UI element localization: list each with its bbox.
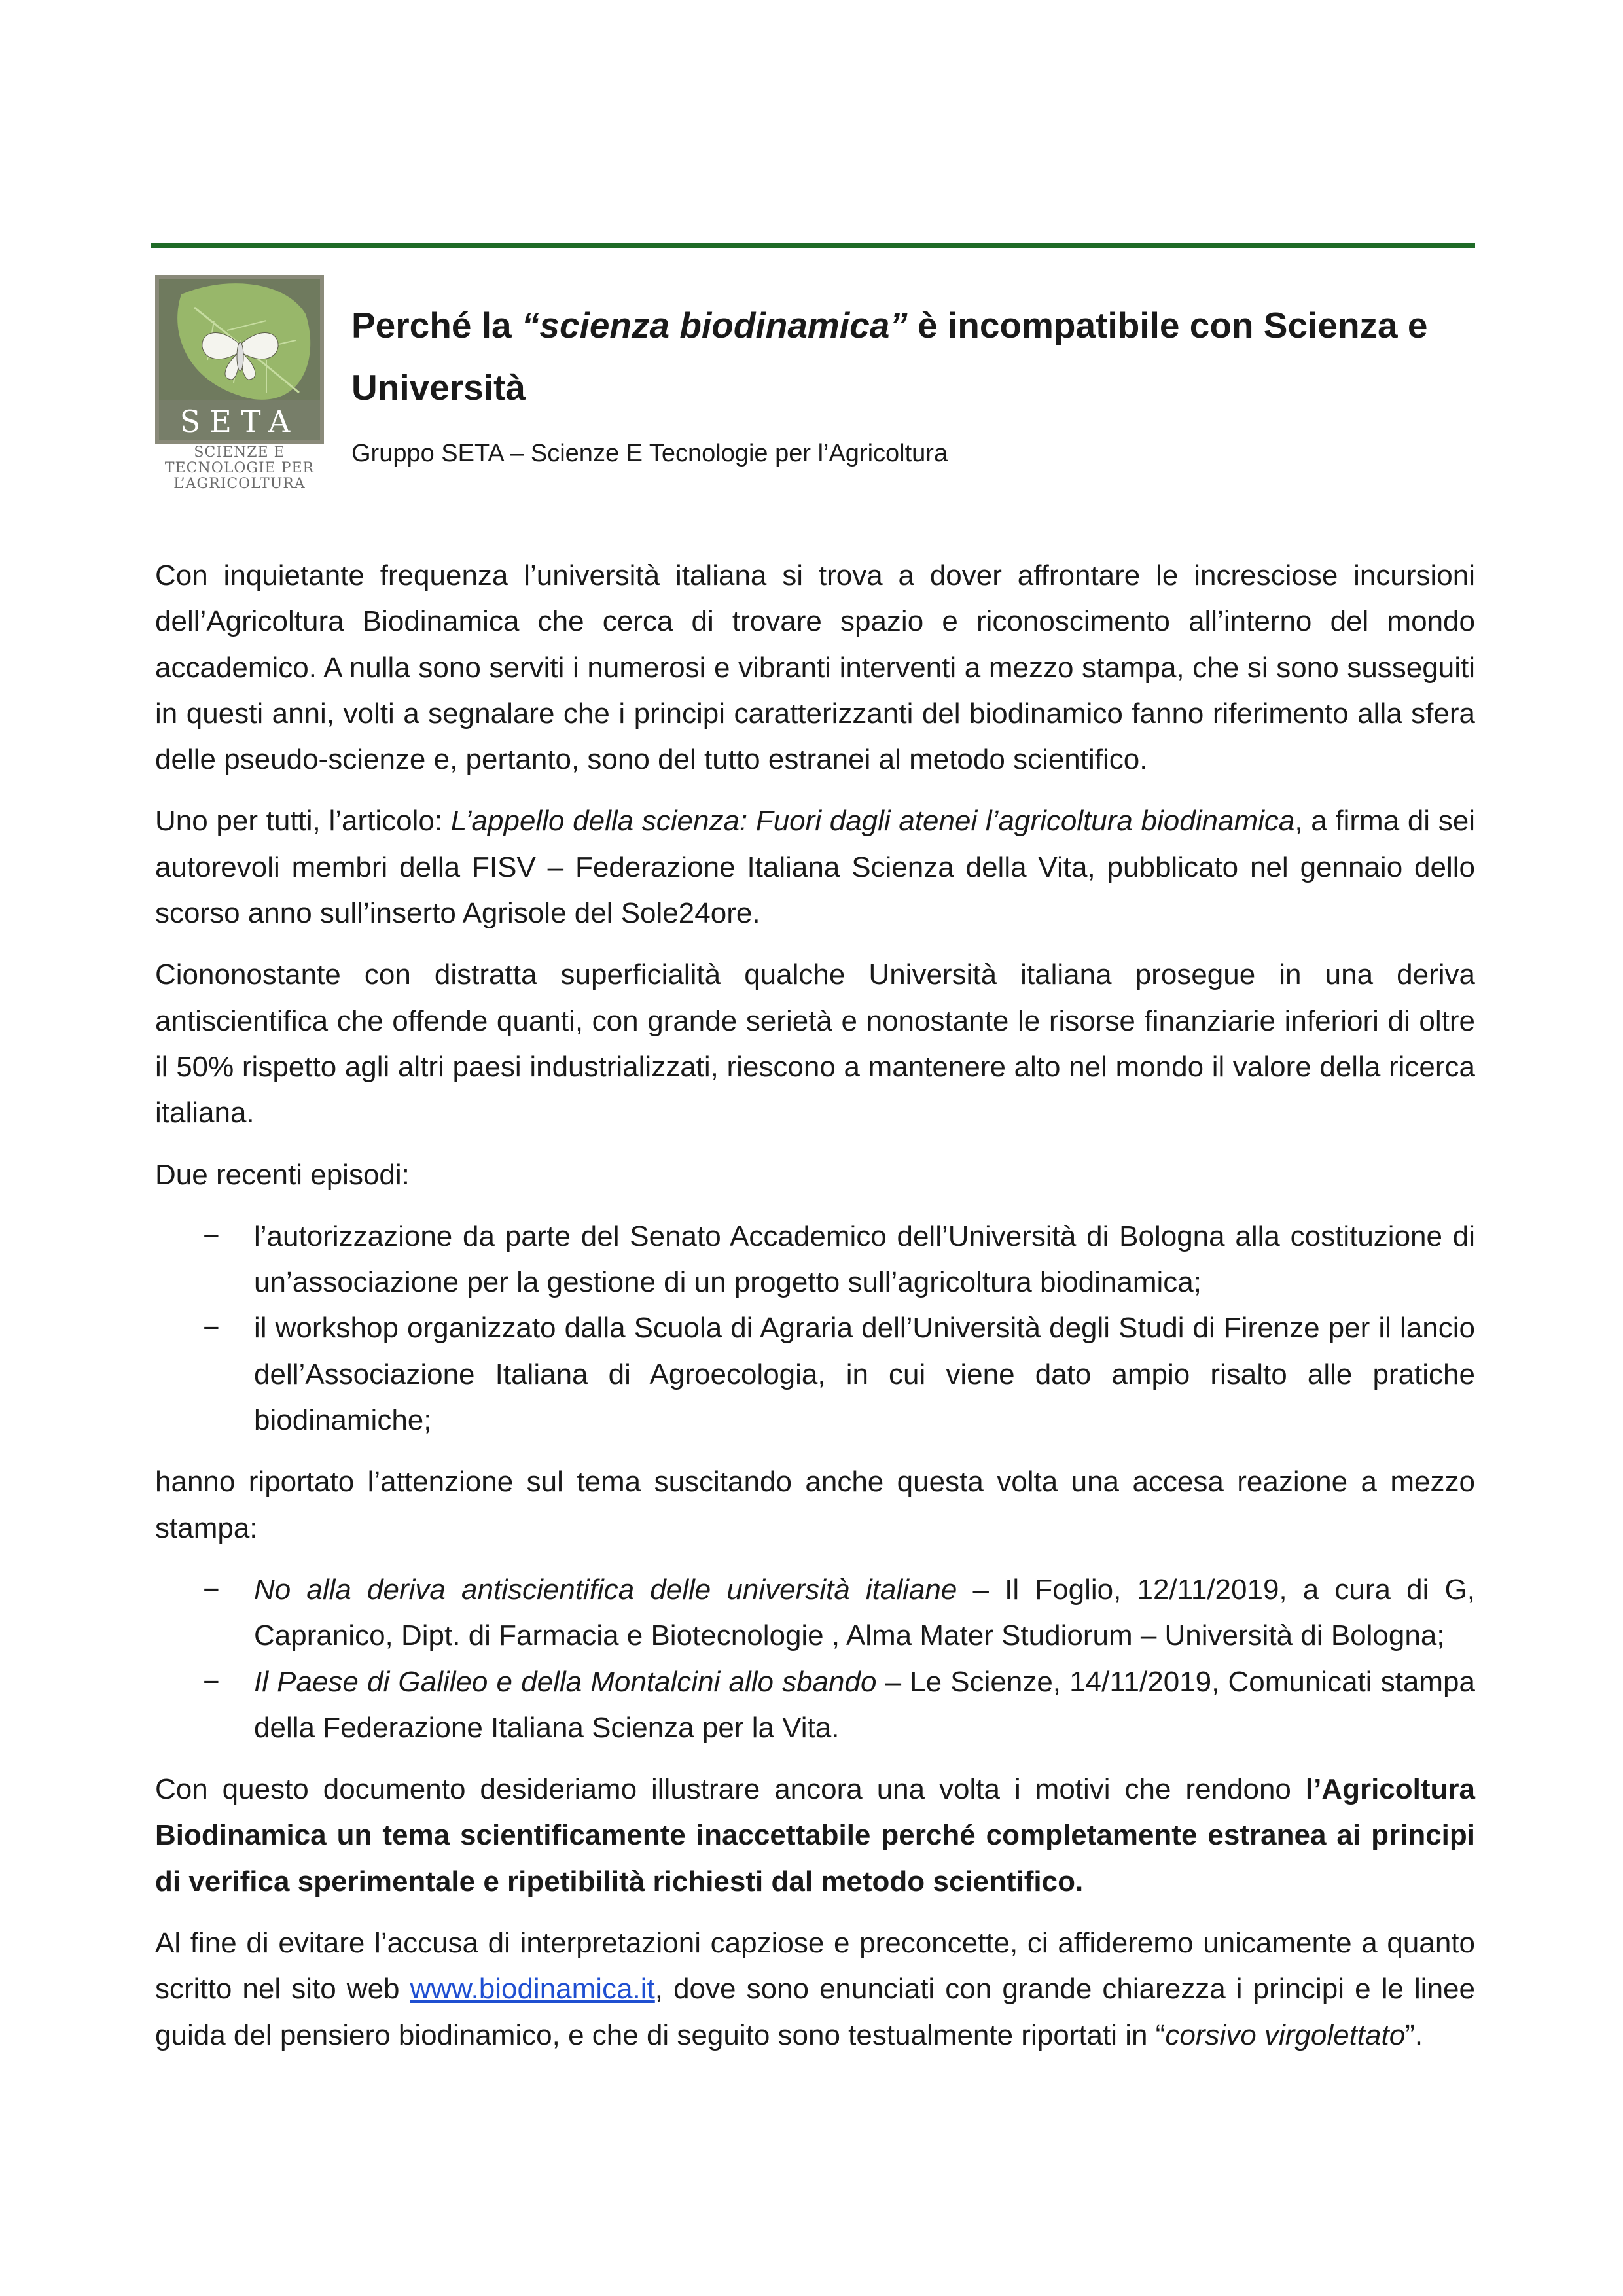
article-title: L’appello della scienza: Fuori dagli atenei l’agricoltura biodinamica [450,805,1295,838]
document-title [351,294,1475,419]
dash-bullet-icon: − [203,1312,220,1345]
paragraph [155,1920,1475,2058]
logo-caption-line: SCIENZE E [194,444,285,461]
title-text: Perché la [351,305,522,345]
list-item [155,1659,1475,1752]
logo-wordmark: SETA [179,404,300,439]
press-list [155,1567,1475,1751]
document-body [155,553,1475,2074]
episodes-list [155,1214,1475,1443]
list-item [155,1305,1475,1443]
dash-bullet-icon: − [203,1573,220,1606]
list-item-text: l’autorizzazione da parte del Senato Accademico dell’Università di Bologna alla costituzione di un’associazione per la gestione di un progetto sull’agricoltura biodinamica; [254,1220,1475,1299]
paragraph: hanno riportato l’attenzione sul tema suscitando anche questa volta una accesa reazione a mezzo stampa: [155,1466,1475,1544]
list-item-text: – Il Foglio, 12/11/2019, a cura di G, Capranico, Dipt. di Farmacia e Biotecnologie , Alma Mater Studiorum – Università di Bologna; [254,1573,1476,1652]
text: , a firma di sei autorevoli membri della FISV – Federazione Italiana Scienza della Vita, pubblicato nel gennaio dello scorso anno sull’inserto Agrisole del Sole24ore. [155,805,1475,930]
list-item-text: il workshop organizzato dalla Scuola di Agraria dell’Università degli Studi di Firenze per il lancio dell’Associazione Italiana di Agroecologia, in cui viene dato ampio risalto alle pratiche biodinamiche; [254,1312,1475,1437]
list-item-text: – Le Scienze, 14/11/2019, Comunicati stampa della Federazione Italiana Scienza per la Vita. [254,1665,1475,1744]
list-item [155,1567,1475,1659]
seta-logo [155,275,324,444]
italic-text: corsivo virgolettato [1165,2019,1406,2051]
press-title: No alla deriva antiscientifica delle università italiane [254,1573,957,1606]
text: ”. [1405,2019,1423,2051]
list-item [155,1214,1475,1306]
text: Uno per tutti, l’articolo: [155,805,451,838]
paragraph: Ciononostante con distratta superficialità qualche Università italiana prosegue in una deriva antiscientifica che offende quanti, con grande serietà e nonostante le risorse finanziarie inferiori di oltre il 50% rispetto agli altri paesi industrializzati, riescono a mantenere alto nel mondo il valore della ricerca italiana. [155,959,1475,1129]
text: Con questo documento desideriamo illustrare ancora una volta i motivi che rendono [155,1773,1306,1806]
paragraph: Due recenti episodi: [155,1158,410,1191]
title-text: è incompatibile con Scienza e Università [351,305,1428,408]
text: Al fine di evitare l’accusa di interpretazioni capziose e preconcette, ci affideremo unicamente a quanto scritto nel sito web [155,1927,1475,2005]
document-subtitle: Gruppo SETA – Scienze E Tecnologie per l’Agricoltura [351,440,948,467]
text: , dove sono enunciati con grande chiarezza i principi e le linee guida del pensiero biodinamico, e che di seguito sono testualmente riportati in “ [155,1973,1475,2051]
title-italic: “scienza biodinamica” [521,305,908,345]
biodinamica-link[interactable]: www.biodinamica.it [410,1973,655,2005]
header-rule [151,243,1475,248]
logo-caption [155,445,324,492]
logo-caption-line: TECNOLOGIE PER [164,460,315,476]
press-title: Il Paese di Galileo e della Montalcini allo sbando [254,1665,877,1698]
paragraph [155,798,1475,936]
bold-statement: l’Agricoltura Biodinamica un tema scientificamente inaccettabile perché completamente estranea ai principi di verifica sperimentale e ripetibilità richiesti dal metodo scientifico. [155,1773,1475,1898]
paragraph [155,1767,1475,1905]
logo-caption-line: L’AGRICOLTURA [173,476,306,492]
paragraph: Con inquietante frequenza l’università italiana si trova a dover affrontare le incresciose incursioni dell’Agricoltura Biodinamica che cerca di trovare spazio e riconoscimento all’interno del mondo accademico. A nulla sono serviti i numerosi e vibranti interventi a mezzo stampa, che si sono susseguiti in questi anni, volti a segnalare che i principi caratterizzanti del biodinamico fanno riferimento alla sfera delle pseudo-scienze e, pertanto, sono del tutto estranei al metodo scientifico. [155,559,1475,776]
dash-bullet-icon: − [203,1665,220,1698]
dash-bullet-icon: − [203,1220,220,1252]
